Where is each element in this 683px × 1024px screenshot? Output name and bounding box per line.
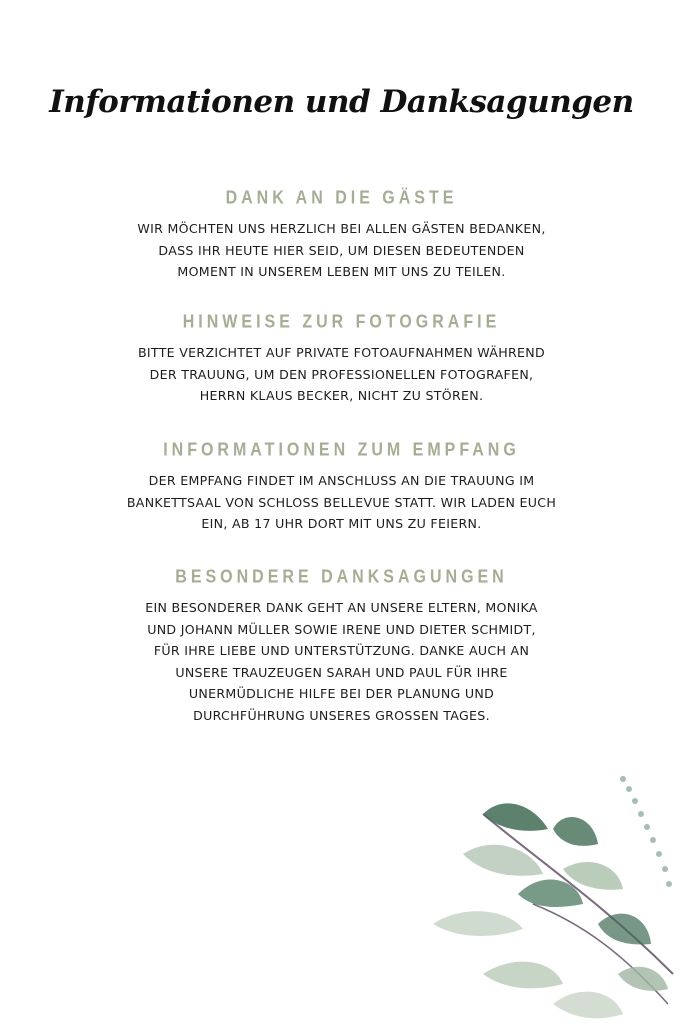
section-text: EIN BESONDERER DANK GEHT AN UNSERE ELTERN, MONIKA UND JOHANN MÜLLER SOWIE IRENE UND DIETER SCHMIDT, FÜR IHRE LIEBE UND UNTERSTÜTZUNG. DANKE AUCH AN UNSERE TRAUZEUGEN SARAH UND PAUL FÜR IHRE UNERMÜDLICHE HILFE BEI DER PLANUNG UND DURCHFÜHRUNG UNSERES GROSSEN TAGES. <box>145 600 538 723</box>
section-text: DER EMPFANG FINDET IM ANSCHLUSS AN DIE TRAUUNG IM BANKETTSAAL VON SCHLOSS BELLEVUE STATT. WIR LADEN EUCH EIN, AB 17 UHR DORT MIT UNS ZU FEIERN. <box>126 473 557 531</box>
section-text: WIR MÖCHTEN UNS HERZLICH BEI ALLEN GÄSTEN BEDANKEN, DASS IHR HEUTE HIER SEID, UM DIESEN BEDEUTENDEN MOMENT IN UNSEREM LEBEN MIT UNS ZU TEILEN. <box>137 221 546 279</box>
section-heading: HINWEISE ZUR FOTOGRAFIE <box>182 312 501 333</box>
section-heading: INFORMATIONEN ZUM EMPFANG <box>163 440 520 461</box>
section-reception-info <box>100 442 583 535</box>
eucalyptus-leaves-icon <box>423 774 683 1024</box>
section-heading: DANK AN DIE GÄSTE <box>225 188 458 209</box>
section-heading: BESONDERE DANKSAGUNGEN <box>175 567 508 588</box>
section-text: BITTE VERZICHTET AUF PRIVATE FOTOAUFNAHMEN WÄHREND DER TRAUUNG, UM DEN PROFESSIONELLEN FOTOGRAFEN, HERRN KLAUS BECKER, NICHT ZU STÖREN. <box>137 345 546 403</box>
section-thanks-guests <box>100 190 583 283</box>
page-title: Informationen und Danksagungen <box>49 84 634 120</box>
section-special-thanks <box>100 569 583 726</box>
section-photography-notes <box>100 314 583 407</box>
